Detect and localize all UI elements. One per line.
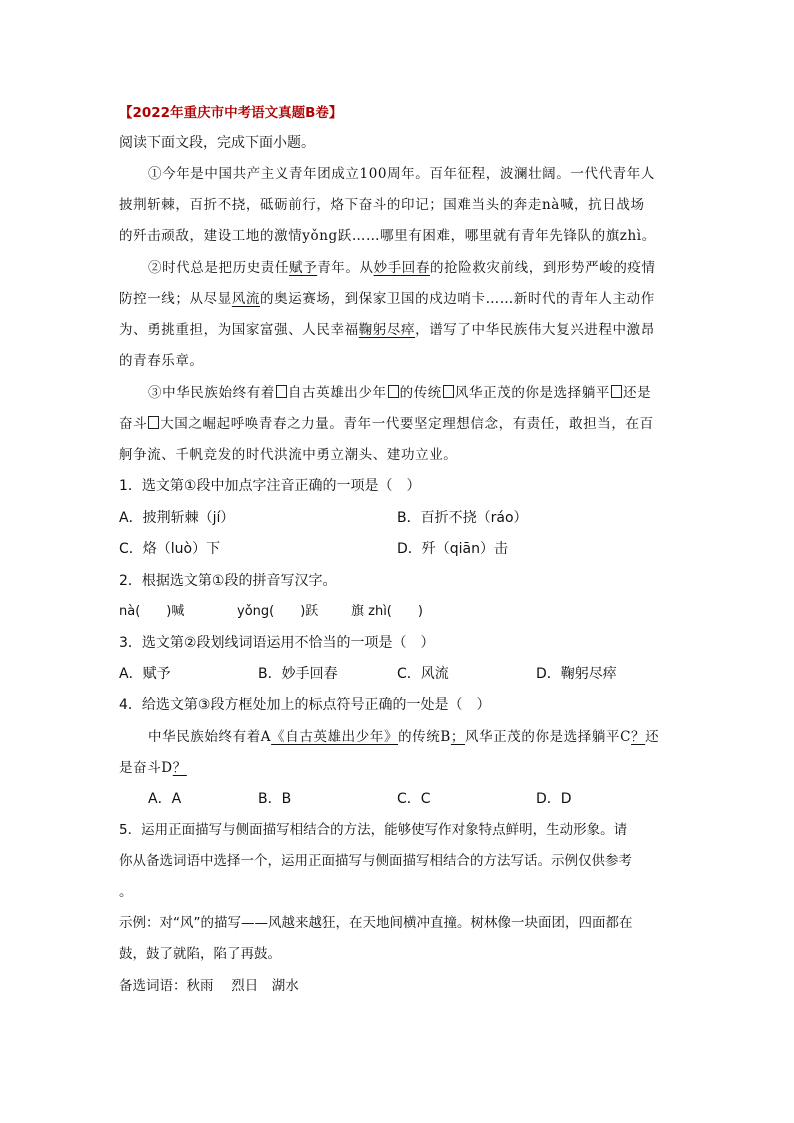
punctuation-box-a: [276, 385, 287, 398]
punctuation-box-d: [148, 416, 159, 429]
text-segment: 的传统B: [398, 729, 451, 745]
passage-p3-line2: [119, 414, 654, 434]
text-segment: 风华正茂的你是选择躺平C: [465, 729, 632, 745]
passage-p1-line3: 的歼击顽敌，建设工地的激情yǒng跃……哪里有困难，哪里就有青年先锋队的旗zhì。: [119, 228, 656, 244]
q4-sentence-line2: [119, 758, 187, 778]
passage-p2-line3: [119, 320, 655, 340]
text-segment: 的抢险救灾前线，到形势严峻的疫情: [430, 260, 656, 276]
q1-option-a[interactable]: A．披荆斩棘（jí）: [119, 510, 235, 526]
q4-option-d[interactable]: D．D: [536, 791, 572, 807]
underlined-word-miaoshouhuichun: 妙手回春: [373, 260, 431, 276]
punctuation-box-b: [443, 385, 454, 398]
reading-instruction: 阅读下面文段，完成下面小题。: [119, 135, 315, 151]
text-segment: 是奋斗D: [119, 760, 173, 776]
underlined-book-title: 《自古英雄出少年》: [271, 729, 399, 745]
underlined-word-fengliu: 风流: [231, 291, 261, 307]
q3-option-a[interactable]: A．赋予: [119, 666, 171, 682]
q3-option-b[interactable]: B．妙手回春: [258, 666, 338, 682]
q1-option-d[interactable]: D．歼（qiān）击: [397, 541, 509, 557]
text-segment: 还是: [623, 385, 652, 401]
passage-p1-line1: ①今年是中国共产主义青年团成立100周年。百年征程，波澜壮阔。一代代青年人: [148, 166, 655, 182]
q5-candidate-words: 备选词语：秋雨 烈日 湖水: [119, 978, 299, 994]
text-segment: 还: [645, 729, 660, 745]
q4-stem: 4．给选文第③段方框处加上的标点符号正确的一处是（ ）: [119, 697, 491, 713]
underlined-semicolon: ；: [450, 729, 465, 745]
underlined-word-fuyu: 赋予: [289, 260, 318, 276]
q1-option-b[interactable]: B．百折不挠（ráo）: [397, 510, 528, 526]
passage-p2-line1: [148, 258, 656, 278]
q2-blank-yong[interactable]: yǒng( )跃: [237, 604, 319, 619]
text-segment: 中华民族始终有着A: [148, 729, 272, 745]
q1-stem: 1．选文第①段中加点字注音正确的一项是（ ）: [119, 478, 421, 494]
q5-example-line1: 示例：对“风”的描写——风越来越狂，在天地间横冲直撞。树林像一块面团，四面都在: [119, 915, 633, 931]
q5-stem-line1: 5．运用正面描写与侧面描写相结合的方法，能够使写作对象特点鲜明，生动形象。请: [119, 822, 628, 838]
passage-p2-line4: 的青春乐章。: [119, 353, 204, 369]
text-segment: ②时代总是把历史责任: [148, 260, 289, 276]
passage-p3-line1: [148, 383, 651, 403]
text-segment: 自古英雄出少年: [287, 385, 387, 401]
passage-p2-line2: [119, 289, 655, 309]
underlined-word-jugongjincui: 鞠躬尽瘁: [358, 322, 416, 338]
punctuation-box-c: [611, 385, 622, 398]
q5-stem-line2: 你从备选词语中选择一个，运用正面描写与侧面描写相结合的方法写话。示例仅供参考: [119, 853, 632, 869]
q4-option-c[interactable]: C．C: [397, 791, 431, 807]
text-segment: ③中华民族始终有着: [148, 385, 275, 401]
text-segment: 风华正茂的你是选择躺平: [454, 385, 611, 401]
q2-blank-zhi[interactable]: 旗 zhì( ): [351, 604, 423, 619]
q4-option-b[interactable]: B．B: [258, 791, 292, 807]
q5-stem-line3: 。: [119, 884, 133, 900]
passage-p1-line2: 披荆斩棘，百折不挠，砥砺前行，烙下奋斗的印记；国难当头的奔走nà喊，抗日战场: [119, 197, 645, 213]
text-segment: 的奥运赛场，到保家卫国的戍边哨卡……新时代的青年人主动作: [260, 291, 655, 307]
q3-stem: 3．选文第②段划线词语运用不恰当的一项是（ ）: [119, 635, 435, 651]
passage-p3-line3: 舸争流、千帆竞发的时代洪流中勇立潮头、建功立业。: [119, 447, 458, 463]
q3-option-d[interactable]: D．鞠躬尽瘁: [536, 666, 617, 682]
q4-sentence-line1: [148, 727, 659, 747]
exam-title: 【2022年重庆市中考语文真题B卷】: [119, 105, 343, 121]
q5-example-line2: 鼓，鼓了就陷，陷了再鼓。: [119, 946, 281, 962]
text-segment: ，谱写了中华民族伟大复兴进程中激昂: [415, 322, 655, 338]
q4-option-a[interactable]: A．A: [148, 791, 182, 807]
q2-blank-na[interactable]: nà( )喊: [119, 604, 185, 619]
q3-option-c[interactable]: C．风流: [397, 666, 449, 682]
text-segment: 的传统: [399, 385, 442, 401]
text-segment: 为、勇挑重担，为国家富强、人民幸福: [119, 322, 359, 338]
underlined-question-mark: ？: [631, 729, 646, 745]
punctuation-box-a2: [388, 385, 399, 398]
text-segment: 大国之崛起呼唤青春之力量。青年一代要坚定理想信念，有责任，敢担当，在百: [160, 416, 654, 432]
q1-option-c[interactable]: C．烙（luò）下: [119, 541, 221, 557]
text-segment: 防控一线；从尽显: [119, 291, 232, 307]
underlined-question-mark-d: ？: [172, 760, 187, 776]
text-segment: 奋斗: [119, 416, 148, 432]
q2-stem: 2．根据选文第①段的拼音写汉字。: [119, 573, 337, 589]
text-segment: 青年。从: [317, 260, 374, 276]
